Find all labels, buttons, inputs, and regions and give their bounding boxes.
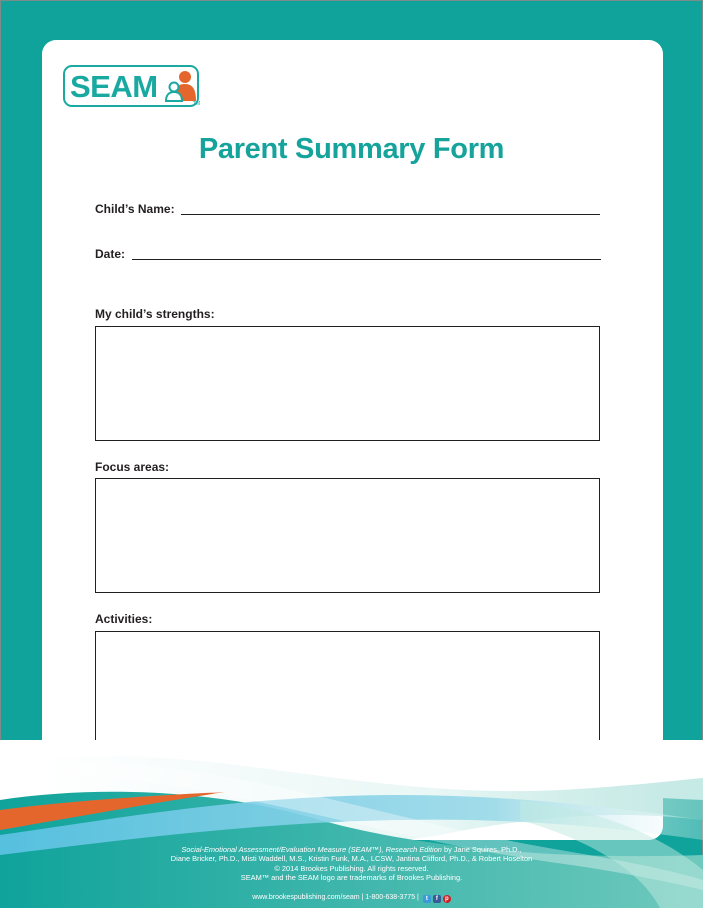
footer-citation xyxy=(0,845,703,883)
seam-logo xyxy=(63,65,199,107)
facebook-icon[interactable]: f xyxy=(433,895,441,903)
parent-child-figure-icon xyxy=(163,69,197,103)
child-name-field[interactable] xyxy=(181,214,600,215)
logo-text: SEAM xyxy=(70,69,158,104)
date-field[interactable] xyxy=(132,259,601,260)
date-label: Date: xyxy=(95,247,126,261)
focus-areas-label: Focus areas: xyxy=(95,460,170,474)
pinterest-icon[interactable]: p xyxy=(443,895,451,903)
decorative-waves xyxy=(0,740,703,908)
child-name-label: Child’s Name: xyxy=(95,202,175,216)
citation-authors-start: by Jane Squires, Ph.D., xyxy=(441,845,522,854)
logo-trademark: TM xyxy=(193,101,201,107)
copyright-line: © 2014 Brookes Publishing. All rights reserved. xyxy=(274,863,429,873)
strengths-box[interactable] xyxy=(95,326,600,441)
page-title: Parent Summary Form xyxy=(198,133,505,165)
citation-authors: Diane Bricker, Ph.D., Misti Waddell, M.S., Kristin Funk, M.A., LCSW, Jantina Clifford, Ph.D., & Robert Hoselton xyxy=(170,854,533,864)
footer-contact xyxy=(0,893,703,903)
website-phone[interactable]: www.brookespublishing.com/seam | 1-800-638-3775 | xyxy=(252,894,419,901)
twitter-icon[interactable]: t xyxy=(423,895,431,903)
activities-box[interactable] xyxy=(95,631,600,746)
strengths-label: My child’s strengths: xyxy=(95,307,215,321)
trademark-line: SEAM™ and the SEAM logo are trademarks of Brookes Publishing. xyxy=(240,873,463,883)
focus-areas-box[interactable] xyxy=(95,478,600,593)
citation-title: Social-Emotional Assessment/Evaluation Measure (SEAM™), Research Edition xyxy=(181,845,442,854)
activities-label: Activities: xyxy=(95,612,153,626)
